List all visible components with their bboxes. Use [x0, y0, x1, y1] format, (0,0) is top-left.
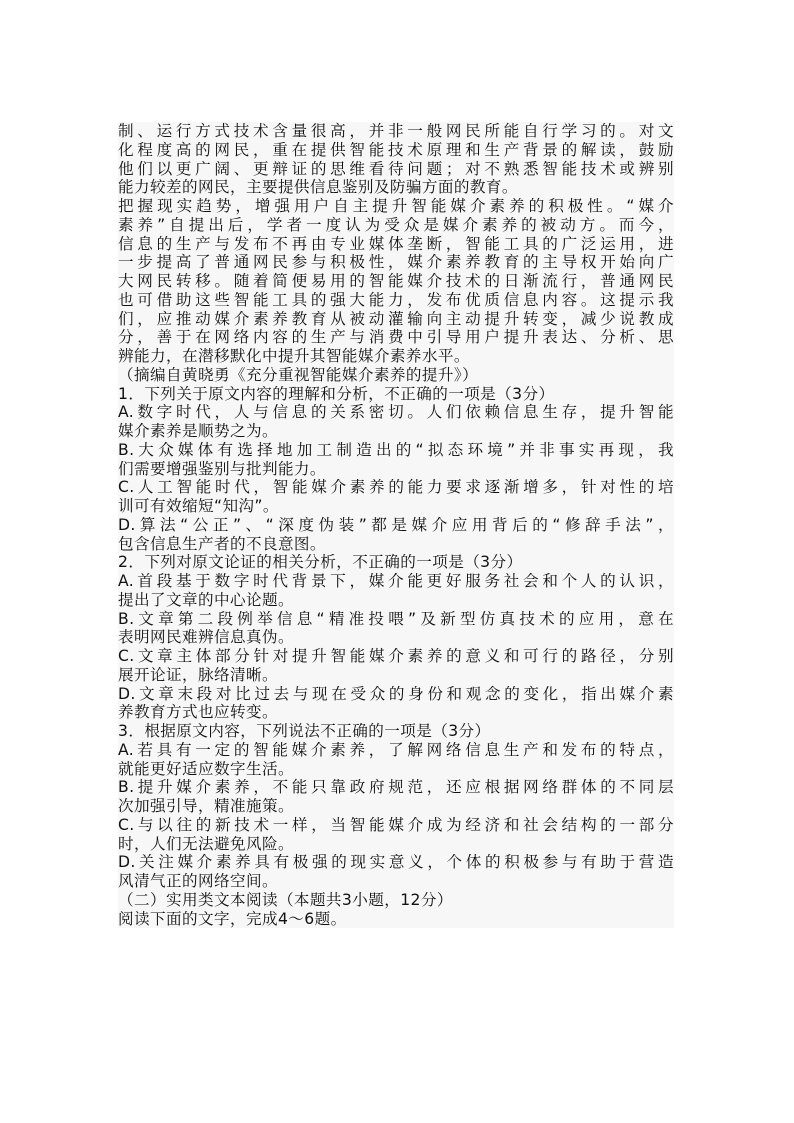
- text-line: 他们以更广阔、更辩证的思维看待问题；对不熟悉智能技术或辨别: [118, 159, 674, 178]
- text-line: 一步提高了普通网民参与积极性，媒介素养教育的主导权开始向广: [118, 253, 674, 272]
- text-line: D.文章末段对比过去与现在受众的身份和观念的变化，指出媒介素: [118, 684, 674, 703]
- text-line: 训可有效缩短“知沟”。: [118, 497, 279, 515]
- text-line: 素养”自提出后，学者一度认为受众是媒介素养的被动方。而今，: [118, 215, 674, 234]
- text-line: 们需要增强鉴别与批判能力。: [118, 459, 326, 478]
- text-line: 展开论证，脉络清晰。: [118, 665, 278, 684]
- text-line: 媒介素养是顺势之为。: [118, 422, 278, 440]
- text-line: B.大众媒体有选择地加工制造出的“拟态环境”并非事实再现，我: [118, 440, 674, 459]
- text-line: （二）实用类文本阅读（本题共3小题，12分）: [118, 890, 453, 909]
- text-line: 也可借助这些智能工具的强大能力，发布优质信息内容。这提示我: [118, 290, 674, 309]
- text-line: 包含信息生产者的不良意图。: [118, 534, 326, 553]
- text-line: 大网民转移。随着简便易用的智能媒介技术的日渐流行，普通网民: [118, 272, 674, 290]
- text-line: 风清气正的网络空间。: [118, 872, 278, 890]
- text-line: 制、运行方式技术含量很高，并非一般网民所能自行学习的。对文: [118, 122, 674, 140]
- text-line: A.首段基于数字时代背景下，媒介能更好服务社会和个人的认识，: [118, 572, 674, 590]
- text-line: 提出了文章的中心论题。: [118, 590, 294, 609]
- text-line: 分，善于在网络内容的生产与消费中引导用户提升表达、分析、思: [118, 328, 674, 347]
- text-line: （摘编自黄晓勇《充分重视智能媒介素养的提升》）: [118, 365, 479, 384]
- text-line: 2．下列对原文论证的相关分析，不正确的一项是（3分）: [118, 553, 523, 572]
- text-line: 能力较差的网民，主要提供信息鉴别及防骗方面的教育。: [118, 178, 518, 197]
- text-line: A.若具有一定的智能媒介素养，了解网络信息生产和发布的特点，: [118, 740, 674, 759]
- text-line: 们，应推动媒介素养教育从被动灌输向主动提升转变，减少说教成: [118, 309, 674, 328]
- text-line: B.提升媒介素养，不能只靠政府规范，还应根据网络群体的不同层: [118, 778, 674, 797]
- text-line: 表明网民难辨信息真伪。: [118, 628, 294, 647]
- text-line: C.文章主体部分针对提升智能媒介素养的意义和可行的路径，分别: [118, 647, 674, 665]
- document-page: [118, 122, 674, 928]
- text-line: 化程度高的网民，重在提供智能技术原理和生产背景的解读，鼓励: [118, 140, 674, 159]
- text-line: 信息的生产与发布不再由专业媒体垄断，智能工具的广泛运用，进: [118, 234, 674, 253]
- text-line: 1．下列关于原文内容的理解和分析，不正确的一项是（3分）: [118, 384, 555, 403]
- text-line: 就能更好适应数字生活。: [118, 759, 294, 778]
- text-line: 把握现实趋势，增强用户自主提升智能媒介素养的积极性。“媒介: [118, 197, 674, 215]
- text-line: D.关注媒介素养具有极强的现实意义，个体的积极参与有助于营造: [118, 853, 674, 872]
- text-line: 养教育方式也应转变。: [118, 703, 278, 722]
- text-line: 次加强引导，精准施策。: [118, 797, 294, 815]
- text-line: D.算法“公正”、“深度伪装”都是媒介应用背后的“修辞手法”，: [118, 515, 674, 534]
- text-line: 3．根据原文内容，下列说法不正确的一项是（3分）: [118, 722, 491, 740]
- text-line: A.数字时代，人与信息的关系密切。人们依赖信息生存，提升智能: [118, 403, 674, 422]
- text-line: 时，人们无法避免风险。: [118, 834, 294, 853]
- text-line: C.与以往的新技术一样，当智能媒介成为经济和社会结构的一部分: [118, 815, 674, 834]
- text-line: 阅读下面的文字，完成4～6题。: [118, 909, 347, 928]
- text-line: C.人工智能时代，智能媒介素养的能力要求逐渐增多，针对性的培: [118, 478, 674, 497]
- text-line: B.文章第二段例举信息“精准投喂”及新型仿真技术的应用，意在: [118, 609, 674, 628]
- text-line: 辨能力，在潜移默化中提升其智能媒介素养水平。: [118, 347, 470, 365]
